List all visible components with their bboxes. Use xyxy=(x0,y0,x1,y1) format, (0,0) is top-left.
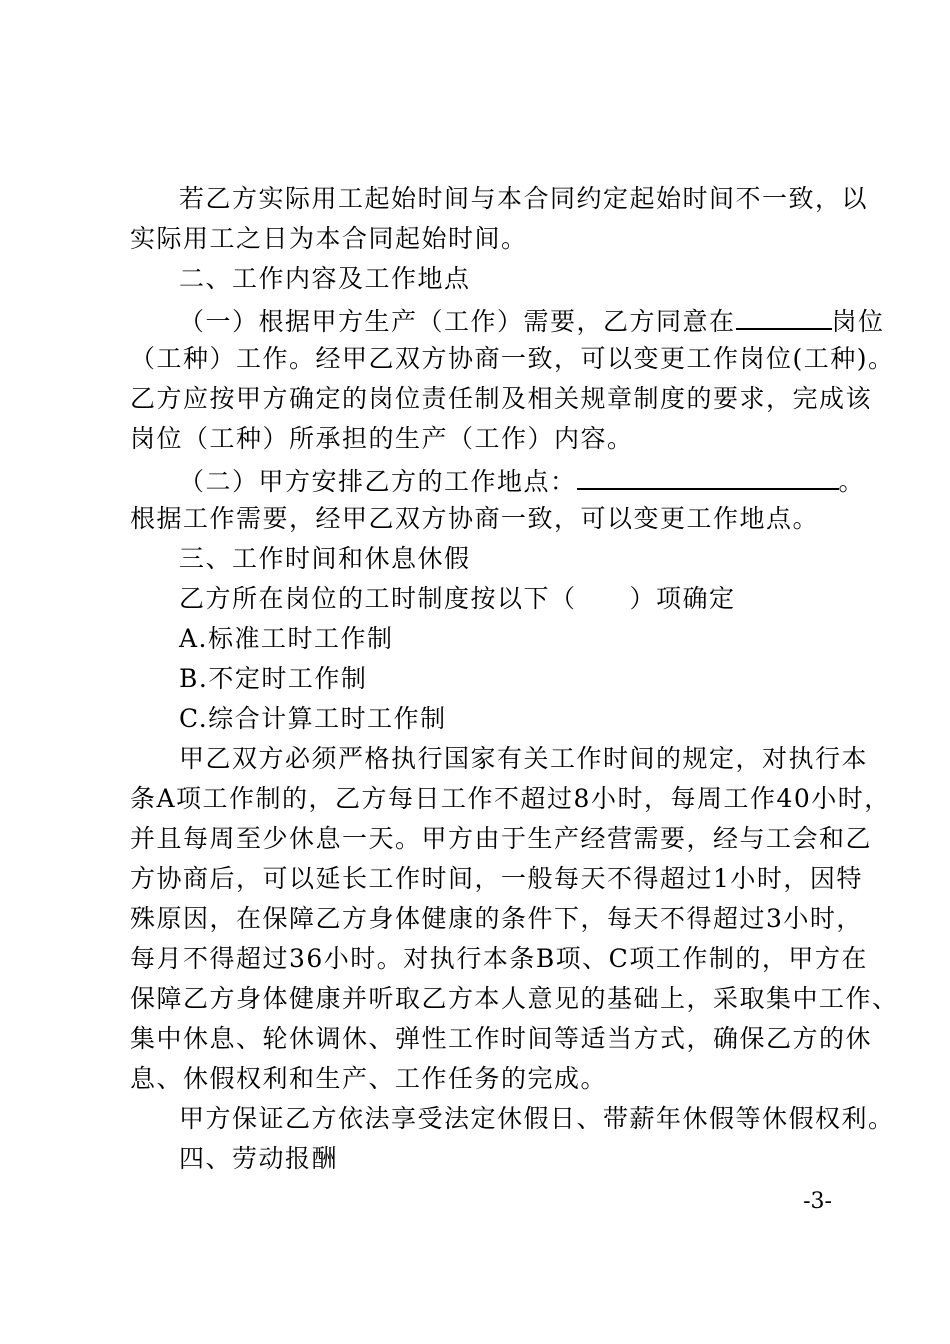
option-a: A.标准工时工作制 xyxy=(179,624,394,653)
paragraph-line: 乙方所在岗位的工时制度按以下（ ）项确定 xyxy=(179,584,736,613)
clause-text: 。 xyxy=(838,467,866,496)
page-number: -3- xyxy=(803,1189,832,1214)
paragraph-line: 殊原因，在保障乙方身体健康的条件下，每天不得超过3小时， xyxy=(130,904,863,933)
paragraph-line: 实际用工之日为本合同起始时间。 xyxy=(130,224,528,253)
clause-2-2-line xyxy=(179,464,865,497)
option-c: C.综合计算工时工作制 xyxy=(179,704,447,733)
paragraph-line: 根据工作需要，经甲乙双方协商一致，可以变更工作地点。 xyxy=(130,504,820,533)
section-heading-work-content: 二、工作内容及工作地点 xyxy=(179,264,471,293)
clause-text: 岗位 xyxy=(831,307,885,336)
clause-text: （一）根据甲方生产（工作）需要，乙方同意在 xyxy=(179,307,736,336)
paragraph-line: 乙方应按甲方确定的岗位责任制及相关规章制度的要求，完成该 xyxy=(130,384,873,413)
section-heading-remuneration: 四、劳动报酬 xyxy=(179,1144,339,1173)
paragraph-line: 条A项工作制的，乙方每日工作不超过8小时，每周工作40小时， xyxy=(130,784,891,813)
paragraph-line: 集中休息、轮休调休、弹性工作时间等适当方式，确保乙方的休 xyxy=(130,1024,873,1053)
paragraph-line: 并且每周至少休息一天。甲方由于生产经营需要，经与工会和乙 xyxy=(130,824,873,853)
paragraph-line: 若乙方实际用工起始时间与本合同约定起始时间不一致，以 xyxy=(179,184,869,213)
section-heading-work-time: 三、工作时间和休息休假 xyxy=(179,544,471,573)
paragraph-line: 方协商后，可以延长工作时间，一般每天不得超过1小时，因特 xyxy=(130,864,863,893)
paragraph-line: 甲方保证乙方依法享受法定休假日、带薪年休假等休假权利。 xyxy=(179,1104,895,1133)
clause-2-1-line xyxy=(179,304,885,337)
paragraph-line: 岗位（工种）所承担的生产（工作）内容。 xyxy=(130,424,634,453)
option-b: B.不定时工作制 xyxy=(179,664,368,693)
position-blank-field[interactable] xyxy=(736,304,832,330)
paragraph-line: 息、休假权利和生产、工作任务的完成。 xyxy=(130,1064,608,1093)
work-location-blank-field[interactable] xyxy=(577,464,839,490)
paragraph-line: 保障乙方身体健康并听取乙方本人意见的基础上，采取集中工作、 xyxy=(130,984,899,1013)
paragraph-line: 甲乙双方必须严格执行国家有关工作时间的规定，对执行本 xyxy=(179,744,869,773)
clause-text: （二）甲方安排乙方的工作地点： xyxy=(179,467,577,496)
paragraph-line: （工种）工作。经甲乙双方协商一致，可以变更工作岗位(工种)。 xyxy=(130,344,895,373)
paragraph-line: 每月不得超过36小时。对执行本条B项、C项工作制的，甲方在 xyxy=(130,944,868,973)
